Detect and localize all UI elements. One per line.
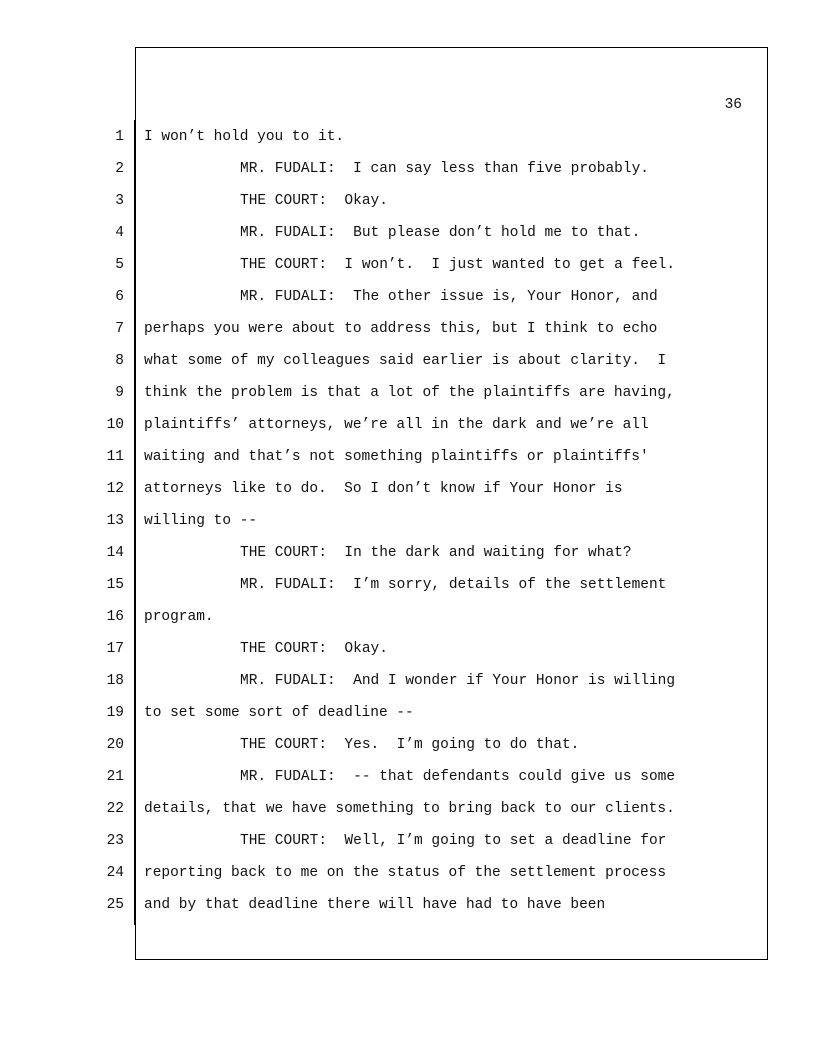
line-number: 20 bbox=[106, 737, 124, 753]
line-text: MR. FUDALI: The other issue is, Your Honor, and bbox=[240, 289, 658, 305]
transcript-line bbox=[0, 856, 816, 888]
transcript-line bbox=[0, 504, 816, 536]
line-text: program. bbox=[144, 609, 214, 625]
line-number: 9 bbox=[115, 385, 124, 401]
line-number: 2 bbox=[115, 161, 124, 177]
line-number: 16 bbox=[106, 609, 124, 625]
line-number: 5 bbox=[115, 257, 124, 273]
line-number: 1 bbox=[115, 129, 124, 145]
line-number: 3 bbox=[115, 193, 124, 209]
line-number: 23 bbox=[106, 833, 124, 849]
line-text: to set some sort of deadline -- bbox=[144, 705, 414, 721]
line-text: attorneys like to do. So I don’t know if Your Honor is bbox=[144, 481, 623, 497]
line-text: and by that deadline there will have had to have been bbox=[144, 897, 606, 913]
transcript-line bbox=[0, 568, 816, 600]
line-text: MR. FUDALI: And I wonder if Your Honor is willing bbox=[240, 673, 676, 689]
line-text: waiting and that’s not something plaintiffs or plaintiffs' bbox=[144, 449, 649, 465]
transcript-line bbox=[0, 440, 816, 472]
line-text: what some of my colleagues said earlier is about clarity. I bbox=[144, 353, 667, 369]
line-number: 12 bbox=[106, 481, 124, 497]
line-text: plaintiffs’ attorneys, we’re all in the dark and we’re all bbox=[144, 417, 649, 433]
line-number: 7 bbox=[115, 321, 124, 337]
transcript-line bbox=[0, 472, 816, 504]
line-number: 15 bbox=[106, 577, 124, 593]
transcript-line bbox=[0, 248, 816, 280]
line-number: 17 bbox=[106, 641, 124, 657]
line-text: THE COURT: Okay. bbox=[240, 641, 388, 657]
transcript-line bbox=[0, 632, 816, 664]
line-number: 10 bbox=[106, 417, 124, 433]
line-number: 25 bbox=[106, 897, 124, 913]
transcript-line bbox=[0, 760, 816, 792]
line-number: 11 bbox=[106, 449, 124, 465]
transcript-line bbox=[0, 120, 816, 152]
transcript-line bbox=[0, 152, 816, 184]
transcript-line bbox=[0, 184, 816, 216]
line-number: 22 bbox=[106, 801, 124, 817]
page-number: 36 bbox=[724, 97, 742, 113]
transcript-line bbox=[0, 344, 816, 376]
line-number: 4 bbox=[115, 225, 124, 241]
transcript-line bbox=[0, 728, 816, 760]
transcript-line bbox=[0, 312, 816, 344]
transcript-line bbox=[0, 888, 816, 920]
line-text: THE COURT: Yes. I’m going to do that. bbox=[240, 737, 580, 753]
line-number: 14 bbox=[106, 545, 124, 561]
line-text: THE COURT: Well, I’m going to set a deadline for bbox=[240, 833, 667, 849]
transcript-line bbox=[0, 376, 816, 408]
transcript-line bbox=[0, 664, 816, 696]
line-number: 6 bbox=[115, 289, 124, 305]
line-number: 8 bbox=[115, 353, 124, 369]
line-text: I won’t hold you to it. bbox=[144, 129, 345, 145]
transcript-line bbox=[0, 600, 816, 632]
line-text: think the problem is that a lot of the plaintiffs are having, bbox=[144, 385, 675, 401]
line-number: 21 bbox=[106, 769, 124, 785]
line-text: THE COURT: Okay. bbox=[240, 193, 388, 209]
line-text: MR. FUDALI: I can say less than five probably. bbox=[240, 161, 649, 177]
transcript-line bbox=[0, 408, 816, 440]
line-text: perhaps you were about to address this, but I think to echo bbox=[144, 321, 658, 337]
line-text: reporting back to me on the status of the settlement process bbox=[144, 865, 667, 881]
line-text: MR. FUDALI: -- that defendants could give us some bbox=[240, 769, 676, 785]
line-text: THE COURT: I won’t. I just wanted to get a feel. bbox=[240, 257, 676, 273]
transcript-line bbox=[0, 696, 816, 728]
line-number: 18 bbox=[106, 673, 124, 689]
line-text: willing to -- bbox=[144, 513, 258, 529]
line-number: 13 bbox=[106, 513, 124, 529]
line-text: MR. FUDALI: I’m sorry, details of the settlement bbox=[240, 577, 667, 593]
transcript-line bbox=[0, 216, 816, 248]
line-text: details, that we have something to bring back to our clients. bbox=[144, 801, 675, 817]
transcript-line bbox=[0, 824, 816, 856]
line-text: MR. FUDALI: But please don’t hold me to that. bbox=[240, 225, 641, 241]
line-text: THE COURT: In the dark and waiting for what? bbox=[240, 545, 632, 561]
line-number: 19 bbox=[106, 705, 124, 721]
transcript-line bbox=[0, 536, 816, 568]
transcript-body bbox=[0, 120, 816, 920]
transcript-line bbox=[0, 792, 816, 824]
transcript-line bbox=[0, 280, 816, 312]
line-number: 24 bbox=[106, 865, 124, 881]
